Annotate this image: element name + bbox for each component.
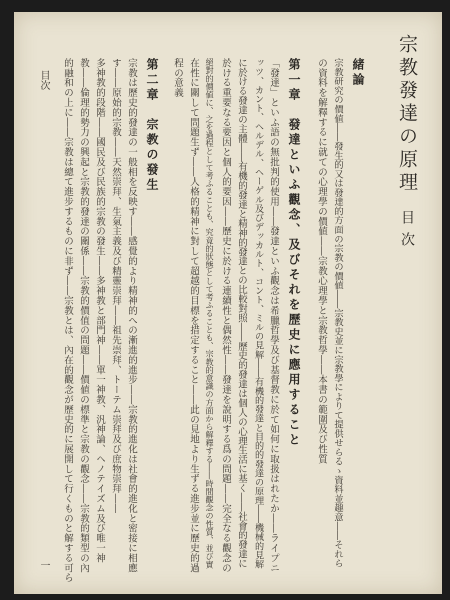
section-heading-chapter-1: 第一章 發達といふ觀念、及びそれを歷史に應用すること (287, 58, 301, 448)
toc-line: 絕對的價値に、之を過程として考ふることも、究竟的狀態として考ふることも、宗教的意識の方面から解釋する――時間觀念の性質、並び實 (205, 58, 215, 569)
toc-line: 多神教的段階――國民及び民族的宗教の發生――多神教と部門神――單一神教、汎神論、ヘノテイズム及び唯一神 (94, 58, 105, 563)
toc-line: 在性に關して問題生ず――人格的精神に對して超越的目標を措定すること――此の見地より生ずる進步並に歷史的過 (188, 58, 199, 573)
toc-line: 「發達」といふ語の無批判的使用――發達といふ觀念は希臘哲學及び基督教に於て如何に取扱はれたか――ライプニ (268, 58, 279, 573)
toc-label: 目次 (399, 210, 415, 254)
section-heading-chapter-2: 第二章 宗教の發生 (145, 58, 159, 193)
book-page (14, 12, 442, 594)
section-heading-introduction: 緒論 (351, 58, 365, 88)
toc-line: 教――倫理的勢力の興起と宗教的發達の關係――宗教的價值の問題――價値の標準と宗教の觀念――宗教的類型の內 (78, 58, 89, 573)
toc-line: 宗教研究の價値――發生的又は發達的方面の宗教の價値――宗教史並に宗教學によりて提供せらるゝ資料並趣意――それら (332, 58, 343, 568)
book-title: 宗教發達の原理 (396, 34, 418, 195)
toc-line: ッツ、カント、ヘルデル、ヘーゲル及びデッカルト、コント、ミルの見解――有機的發達と目的的發達の原理――機械的見解 (253, 58, 263, 569)
toc-line: 於ける重要なる要因と個人的要因――歷史に於ける連續性と偶然性――發達を說明する爲の問題――完全なる觀念の (220, 58, 231, 573)
toc-line: に於ける發達の主體――有機的發達と精神的發達との比較對照――歷史的發達は個人の心理生活に基く――社會的發達に (236, 58, 247, 569)
toc-line: 的融和の上に――宗教は總て進步するものに非ず――宗教とは、內在的觀念が歷史的に展開して行くものと解する可ら (62, 58, 73, 583)
toc-line: 程の意義 (172, 58, 183, 98)
toc-line: す――原始的宗教――天然崇拜、生氣主義及び精靈崇拜――祖先崇拜、トーテム崇拜及び庶物崇拜―― (110, 58, 121, 514)
page-number: 一 (38, 560, 49, 570)
running-footer: 目次 (38, 70, 49, 90)
toc-line: の資料を解釋するに就ての心理學の價値――宗教心理學と宗教哲學――本書の範圍及び性質 (316, 58, 327, 464)
toc-line: 宗教は歷史的發達の一般相を反映す――感覺的より精神的への漸進的進步――宗教的進化は社會的進化と密接に相應 (126, 58, 137, 573)
